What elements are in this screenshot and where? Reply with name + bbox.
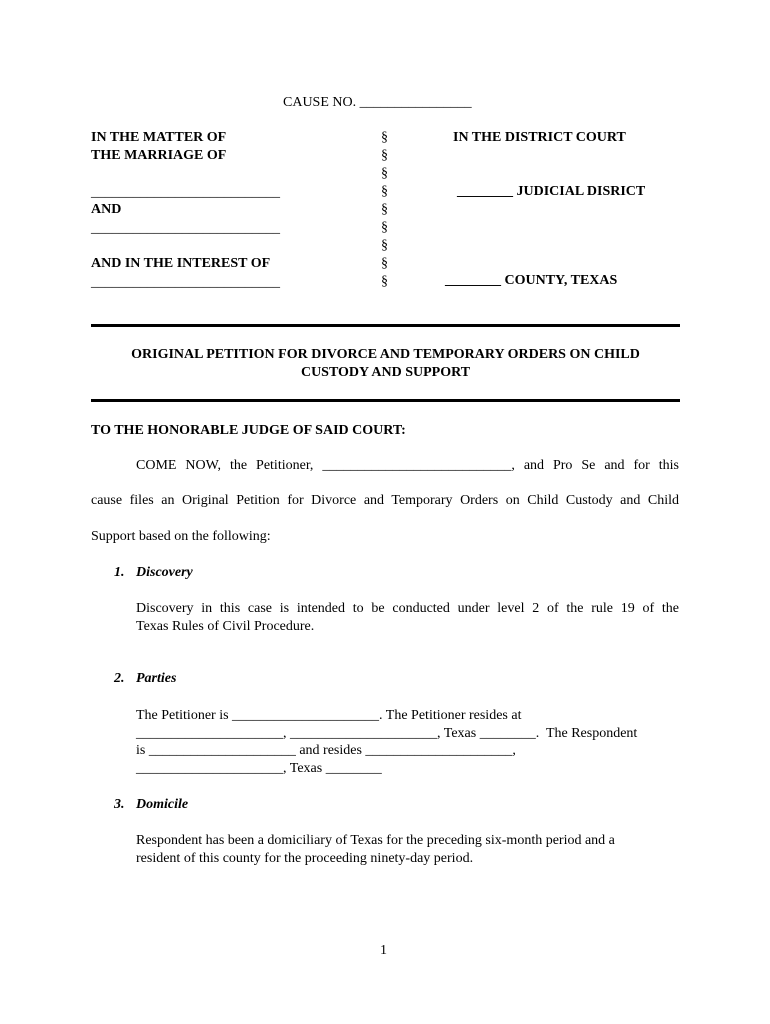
caption-court: IN THE DISTRICT COURT [453, 130, 626, 145]
intro-line-1: COME NOW, the Petitioner, ___________________________, and Pro Se and for this [136, 458, 679, 473]
page-number: 1 [380, 943, 387, 958]
intro-line-3: Support based on the following: [91, 529, 271, 544]
petition-title-line2: CUSTODY AND SUPPORT [300, 365, 471, 380]
title-bottom-rule [91, 399, 680, 402]
caption-judicial-district: ________ JUDICIAL DISRICT [457, 184, 646, 199]
section-2-heading: Parties [136, 671, 177, 686]
salutation: TO THE HONORABLE JUDGE OF SAID COURT: [91, 423, 406, 438]
section-symbol: § [381, 166, 388, 181]
caption-and: AND [91, 202, 122, 217]
section-symbol: § [381, 148, 388, 163]
cause-number: CAUSE NO. ________________ [283, 95, 472, 110]
section-symbol: § [381, 220, 388, 235]
section-3-line: Respondent has been a domiciliary of Texas for the preceding six-month period and a [136, 833, 615, 848]
caption-marriage-of: THE MARRIAGE OF [91, 148, 227, 163]
petition-title-line1: ORIGINAL PETITION FOR DIVORCE AND TEMPORARY ORDERS ON CHILD [131, 347, 640, 362]
section-symbol: § [381, 238, 388, 253]
section-symbol: § [381, 130, 388, 145]
section-3-number: 3. [114, 797, 125, 812]
caption-matter-of: IN THE MATTER OF [91, 130, 227, 145]
section-symbol: § [381, 274, 388, 289]
section-symbol: § [381, 202, 388, 217]
intro-line-2: cause files an Original Petition for Divorce and Temporary Orders on Child Custody and Child [91, 493, 679, 508]
section-2-line: is _____________________ and resides _____________________, [136, 743, 516, 758]
caption-county: ________ COUNTY, TEXAS [445, 273, 618, 288]
section-1-line: Texas Rules of Civil Procedure. [136, 619, 315, 634]
caption-child-blank: ___________________________ [91, 275, 280, 290]
section-symbol: § [381, 256, 388, 271]
caption-party1-blank: ___________________________ [91, 185, 280, 200]
caption-interest-of: AND IN THE INTEREST OF [91, 256, 271, 271]
section-2-line: The Petitioner is _____________________. The Petitioner resides at [136, 708, 522, 723]
section-1-line: Discovery in this case is intended to be conducted under level 2 of the rule 19 of the [136, 601, 679, 616]
section-1-heading: Discovery [136, 565, 193, 580]
caption-party2-blank: ___________________________ [91, 221, 280, 236]
title-top-rule [91, 324, 680, 327]
section-2-number: 2. [114, 671, 125, 686]
section-symbol: § [381, 184, 388, 199]
section-3-heading: Domicile [136, 797, 189, 812]
section-3-line: resident of this county for the proceeding ninety-day period. [136, 851, 474, 866]
section-2-line: _____________________, Texas ________ [136, 761, 382, 776]
section-2-line: _____________________, _____________________, Texas ________. The Respondent [136, 726, 638, 741]
section-1-number: 1. [114, 565, 125, 580]
